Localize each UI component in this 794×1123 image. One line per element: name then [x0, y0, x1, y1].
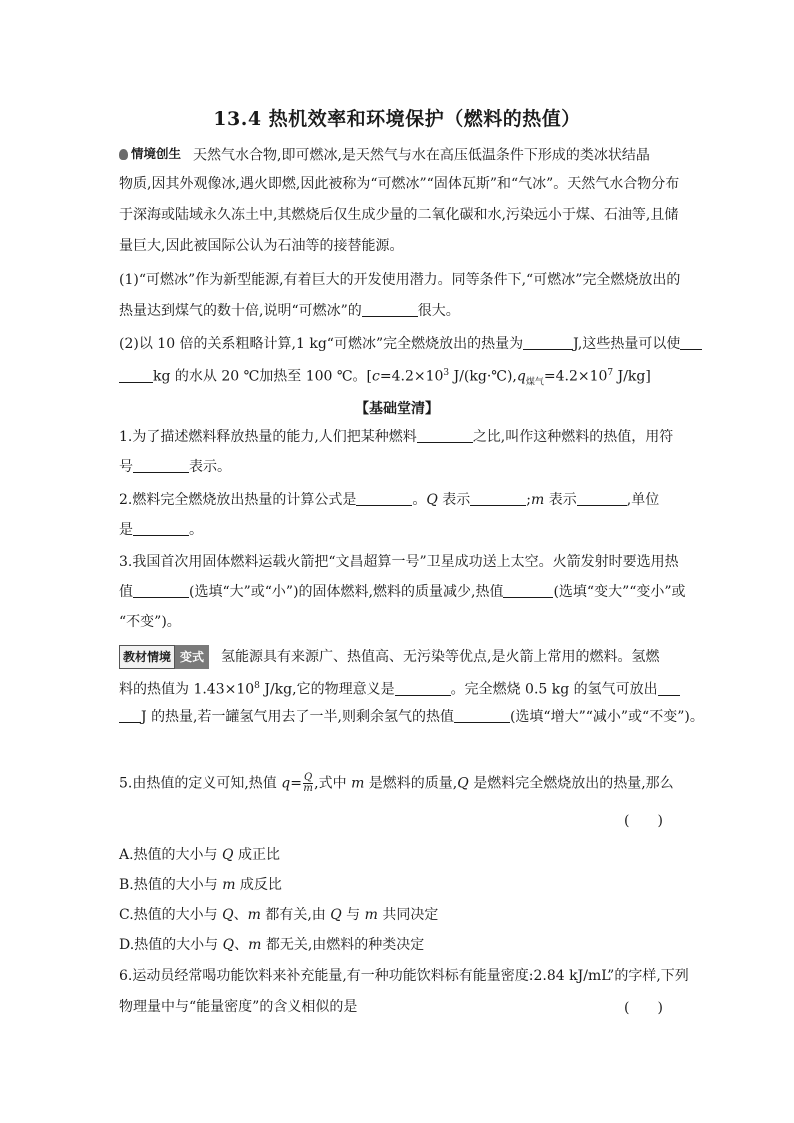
intro-line-3: 于深海或陆域永久冻土中,其燃烧后仅生成少量的二氧化碳和水,污染远小于煤、石油等,且储	[119, 207, 679, 223]
option-a[interactable]: A.热值的大小与 Q 成正比	[119, 847, 280, 863]
fraction-q-over-m: $\frac{Q}{m}$	[303, 772, 313, 794]
item-2-line-1: 2.燃料完全燃烧放出热量的计算公式是 。Q 表示 ;m 表示 ,单位	[119, 492, 660, 508]
option-c[interactable]: C.热值的大小与 Q、m 都有关,由 Q 与 m 共同决定	[119, 907, 439, 923]
item-3-line-3: “不变”)。	[119, 614, 181, 630]
answer-blank[interactable]	[658, 681, 680, 696]
option-b[interactable]: B.热值的大小与 m 成反比	[119, 877, 282, 893]
item-2-line-2: 是 。	[119, 522, 203, 538]
answer-blank[interactable]	[119, 368, 153, 383]
answer-blank[interactable]	[523, 335, 573, 350]
intro-q2-line-1: (2)以 10 倍的关系粗略计算,1 kg“可燃冰”完全燃烧放出的热量为 J,这些热量可以使	[119, 334, 679, 354]
scenario-tag: 情境创生	[119, 144, 181, 164]
answer-blank[interactable]	[356, 491, 412, 506]
answer-parentheses[interactable]: ( )	[624, 813, 663, 829]
intro-q1-line-2: 热量达到煤气的数十倍,说明“可燃冰”的 很大。	[119, 303, 460, 319]
answer-blank[interactable]	[470, 491, 526, 506]
intro-line-1: 情境创生 天然气水合物,即可燃冰,是天然气与水在高压低温条件下形成的类冰状结晶	[119, 144, 679, 166]
item-6-line-2: 物理量中与“能量密度”的含义相似的是	[119, 999, 358, 1015]
answer-blank[interactable]	[417, 428, 473, 443]
item-1-line-1: 1.为了描述燃料释放热量的能力,人们把某种燃料 之比,叫作这种燃料的热值，用符	[119, 429, 674, 445]
answer-blank[interactable]	[362, 302, 418, 317]
item-5-stem: 5.由热值的定义可知,热值 q= $\frac{Q}{m}$ ,式中 m 是燃料的质量,Q 是燃料完全燃烧放出的热量,那么	[119, 772, 674, 794]
answer-blank[interactable]	[503, 583, 553, 598]
item-3-line-2: 值 (选填“大”或“小”)的固体燃料,燃料的质量减少,热值 (选填“变大”“变小”或	[119, 584, 686, 600]
answer-blank[interactable]	[577, 491, 627, 506]
answer-blank[interactable]	[680, 335, 702, 350]
intro-q2-line-2: kg 的水从 20 ℃加热至 100 ℃。[$c=4.2\times 10^3$ $J/(kg\cdot℃),q_{煤气}=4.2\times 10^7$ J/kg]	[119, 363, 679, 392]
textbook-variant-tag: 教材情境 变式	[119, 645, 209, 669]
page-title: 13.4 热机效率和环境保护（燃料的热值）	[213, 108, 581, 130]
intro-line-4: 量巨大,因此被国际公认为石油等的接替能源。	[119, 238, 404, 254]
lightbulb-icon	[119, 149, 128, 160]
answer-blank[interactable]	[133, 458, 189, 473]
item-1-line-2: 号 表示。	[119, 459, 231, 475]
item-4-line-1: 教材情境 变式 氢能源具有来源广、热值高、无污染等优点,是火箭上常用的燃料。氢燃	[119, 645, 679, 669]
item-6-line-1: 6.运动员经常喝功能饮料来补充能量,有一种功能饮料标有能量密度:2.84 kJ/mL”的字样,下列	[119, 968, 689, 984]
answer-blank[interactable]	[395, 681, 451, 696]
intro-line-2: 物质,因其外观像冰,遇火即燃,因此被称为“可燃冰”“固体瓦斯”和“气冰”。天然气水合物分布	[119, 176, 680, 192]
option-d[interactable]: D.热值的大小与 Q、m 都无关,由燃料的种类决定	[119, 937, 425, 953]
answer-blank[interactable]	[133, 583, 189, 598]
answer-blank[interactable]	[119, 708, 141, 723]
answer-blank[interactable]	[133, 521, 189, 536]
intro-q1-line-1: (1)“可燃冰”作为新型能源,有着巨大的开发使用潜力。同等条件下,“可燃冰”完全燃烧放出的	[119, 272, 681, 288]
item-3-line-1: 3.我国首次用固体燃料运载火箭把“文昌超算一号”卫星成功送上太空。火箭发射时要选用热	[119, 554, 679, 570]
item-4-line-2: 料的热值为 $1.43\times 10^8$ J/kg,它的物理意义是 。完全燃烧 0.5 kg 的氢气可放出	[119, 676, 679, 700]
answer-blank[interactable]	[454, 708, 510, 723]
item-4-line-3: J 的热量,若一罐氢气用去了一半,则剩余氢气的热值 (选填“增大”“减小”或“不变”)。	[119, 707, 679, 727]
answer-parentheses[interactable]: ( )	[624, 1000, 663, 1016]
section-title: 【基础堂清】	[355, 401, 439, 417]
